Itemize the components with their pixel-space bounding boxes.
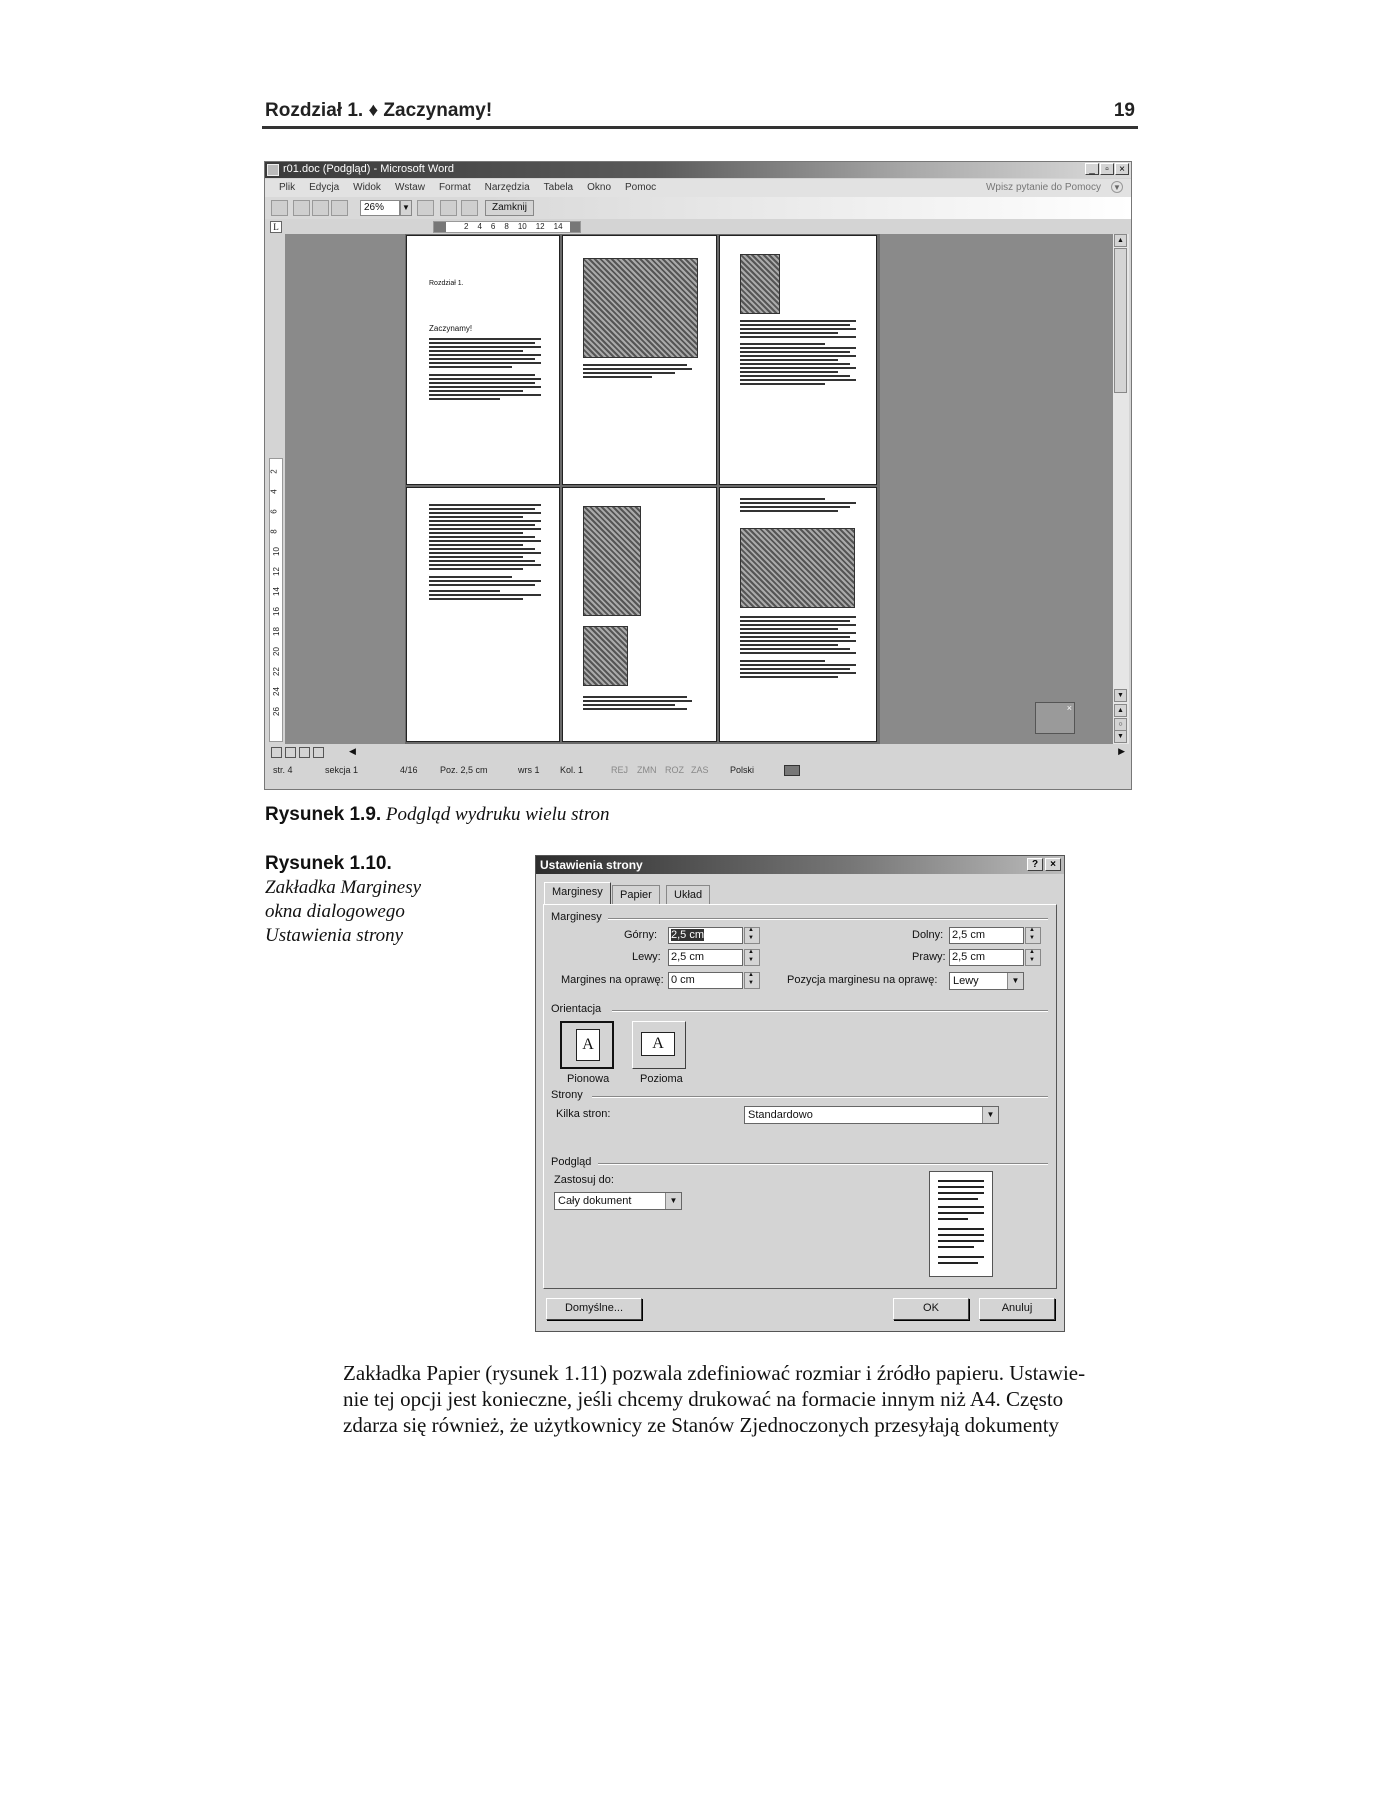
floating-toolbar[interactable] [1035,702,1075,734]
ruler-number: 4 [269,489,279,494]
page-text [583,696,698,712]
top-margin-value: 2,5 cm [671,929,705,941]
group-divider [612,1010,1048,1012]
preview-page-6[interactable] [719,487,877,742]
body-line: Zakładka Papier (rysunek 1.11) pozwala zdefiniować rozmiar i źródło papieru. Ustawie- [343,1361,1086,1385]
group-divider [608,918,1048,920]
print-icon[interactable] [271,200,288,216]
status-zas[interactable]: ZAS [691,765,709,775]
multiple-pages-select[interactable] [744,1106,999,1124]
title-bar [265,162,1131,178]
page-text [429,504,547,602]
scroll-left-icon[interactable]: ◀ [349,746,356,756]
caption-text: Podgląd wydruku wielu stron [385,804,610,825]
ruler-number: 26 [271,707,281,716]
close-preview-button[interactable]: Zamknij [485,200,534,216]
screenshot-thumbnail [583,506,641,616]
preview-page-3[interactable] [719,235,877,485]
preview-page-1[interactable] [406,235,560,485]
chevron-down-icon[interactable]: ▼ [400,200,412,216]
word-app-icon [267,164,279,176]
menu-edycja[interactable]: Edycja [309,182,340,193]
gutter-input[interactable]: 0 cm [668,972,743,989]
close-icon[interactable]: × [1045,858,1061,871]
page-text [740,498,862,514]
chapter-title: Rozdział 1. ♦ Zaczynamy! [265,100,493,121]
preview-page-5[interactable] [562,487,717,742]
bottom-margin-spinner[interactable] [1025,927,1041,944]
full-screen-icon[interactable] [461,200,478,216]
right-margin-spinner[interactable] [1025,949,1041,966]
caption-label: Rysunek 1.10. [265,853,392,874]
right-margin-label: Prawy: [912,951,946,963]
horizontal-ruler-bar [265,220,1131,234]
apply-to-value: Cały dokument [558,1195,632,1207]
apply-to-select[interactable] [554,1192,682,1210]
close-icon[interactable]: × [1115,163,1129,175]
preview-group-label: Podgląd [551,1156,592,1168]
restore-icon[interactable]: ▫ [1100,163,1114,175]
apply-to-label: Zastosuj do: [554,1174,614,1186]
scroll-down-icon[interactable]: ▼ [1114,689,1127,702]
status-page: str. 4 [273,765,293,775]
menu-plik[interactable]: Plik [279,182,296,193]
left-margin-label: Lewy: [632,951,661,963]
ruler-number: 8 [269,529,279,534]
web-layout-icon[interactable] [285,747,296,758]
chevron-down-icon[interactable]: ▼ [1007,973,1023,989]
screenshot-thumbnail [583,626,628,686]
margins-tab-panel [543,904,1057,1289]
body-line: zdarza się również, że użytkownicy ze Stanów Zjednoczonych przesyłają dokumenty [343,1413,1060,1437]
dialog-title-bar [536,856,1064,874]
outline-view-icon[interactable] [313,747,324,758]
gutter-position-select[interactable] [949,972,1024,990]
left-margin-spinner[interactable] [744,949,760,966]
chevron-down-icon[interactable]: ▼ [982,1107,998,1123]
left-margin-input[interactable]: 2,5 cm [668,949,743,966]
horizontal-scrollbar[interactable] [269,745,1129,759]
ruler-number: 2 [464,222,469,231]
normal-view-icon[interactable] [271,747,282,758]
bottom-margin-label: Dolny: [912,929,944,941]
help-search-box[interactable]: Wpisz pytanie do Pomocy [985,182,1101,193]
page-text [740,320,862,387]
caption-line: Zakładka Marginesy [265,877,422,898]
print-layout-icon[interactable] [299,747,310,758]
caption-label: Rysunek 1.9. [265,804,382,825]
screenshot-thumbnail [740,254,780,314]
ruler-number: 10 [271,547,281,556]
tab-stop-icon[interactable]: L [270,221,282,233]
multiple-pages-icon[interactable] [331,200,348,216]
status-line: wrs 1 [518,765,540,775]
menu-format[interactable]: Format [438,182,471,193]
tab-marginesy[interactable]: Marginesy [544,882,611,905]
ruler-number: 4 [477,222,482,231]
browse-object-icon[interactable]: ○ [1114,718,1127,731]
orientation-group-label: Orientacja [551,1003,602,1015]
status-zmn[interactable]: ZMN [637,765,657,775]
horizontal-ruler[interactable] [433,221,581,233]
shrink-to-fit-icon[interactable] [440,200,457,216]
status-bar [265,761,1131,779]
menu-okno[interactable]: Okno [587,182,612,193]
zoom-input[interactable]: 26% [360,200,400,216]
menu-pomoc[interactable]: Pomoc [625,182,657,193]
bottom-margin-input[interactable]: 2,5 cm [949,927,1024,944]
menu-narzedzia[interactable]: Narzędzia [484,182,530,193]
ruler-number: 24 [271,687,281,696]
caption-line: Ustawienia strony [265,925,404,946]
running-header [265,100,1135,126]
gutter-position-label: Pozycja marginesu na oprawę: [787,974,938,986]
ruler-number: 18 [271,627,281,636]
portrait-icon: A [576,1029,600,1061]
ruler-number: 6 [490,222,496,231]
ok-button[interactable]: OK [893,1298,969,1320]
help-icon[interactable]: ? [1027,858,1043,871]
next-page-icon[interactable]: ▼ [1114,730,1127,743]
pages-grid [405,234,880,744]
page-text [429,338,547,402]
landscape-label: Pozioma [640,1073,683,1085]
status-pages: 4/16 [400,765,418,775]
portrait-label: Pionowa [567,1073,610,1085]
one-page-icon[interactable] [312,200,329,216]
preview-page-2[interactable] [562,235,717,485]
dialog-title: Ustawienia strony [540,858,643,872]
status-roz[interactable]: ROZ [665,765,684,775]
ruler-number: 10 [517,222,527,231]
top-margin-spinner[interactable] [744,927,760,944]
ruler-number: 6 [269,509,279,514]
caption-line: okna dialogowego [265,901,405,922]
page-number: 19 [1113,100,1135,121]
close-icon[interactable]: × [1066,703,1072,713]
ruler-number: 8 [504,222,509,231]
status-rej[interactable]: REJ [611,765,629,775]
spelling-icon[interactable] [784,765,800,776]
screenshot-thumbnail [740,528,855,608]
ruler-number: 14 [271,587,281,596]
scroll-right-icon[interactable]: ▶ [1118,746,1125,756]
view-ruler-icon[interactable] [417,200,434,216]
preview-toolbar [265,197,1131,219]
menu-wstaw[interactable]: Wstaw [394,182,425,193]
status-position: Poz. 2,5 cm [440,765,488,775]
word-print-preview-window [264,161,1132,790]
body-line: nie tej opcji jest konieczne, jeśli chcemy drukować na formacie innym niż A4. Często [343,1387,1064,1411]
ruler-number: 2 [269,469,279,474]
ruler-number: 14 [553,222,563,231]
body-paragraph [343,1360,1133,1438]
pages-group-label: Strony [551,1089,583,1101]
group-divider [598,1163,1048,1165]
ruler-number: 16 [271,607,281,616]
tab-uklad[interactable]: Układ [666,885,710,905]
default-button[interactable]: Domyślne... [546,1298,642,1320]
multiple-pages-value: Standardowo [748,1109,813,1121]
chevron-down-icon[interactable]: ▼ [1111,181,1123,193]
menu-bar [265,179,1131,197]
scroll-up-icon[interactable]: ▲ [1114,234,1127,247]
gutter-spinner[interactable] [744,972,760,989]
status-language: Polski [730,765,755,775]
preview-page-4[interactable] [406,487,560,742]
status-column: Kol. 1 [560,765,584,775]
screenshot-thumbnail [583,258,698,358]
ruler-number: 22 [271,667,281,676]
page-text [583,364,698,380]
landscape-icon: A [641,1032,675,1056]
figure-1-10-caption [265,852,421,948]
ruler-number: 20 [271,647,281,656]
top-margin-label: Górny: [624,929,658,941]
ruler-number: 12 [535,222,545,231]
status-section: sekcja 1 [325,765,359,775]
landscape-button[interactable] [632,1021,686,1069]
top-margin-input[interactable] [668,927,743,944]
ruler-number: 12 [271,567,281,576]
previous-page-icon[interactable]: ▲ [1114,704,1127,717]
figure-1-9-caption [265,804,610,826]
gutter-label: Margines na oprawę: [561,974,664,986]
page-heading: Rozdział 1. [429,280,464,287]
tab-papier[interactable]: Papier [612,885,660,905]
vertical-scrollbar[interactable] [1113,234,1129,744]
vertical-ruler[interactable] [269,236,283,742]
minimize-icon[interactable]: _ [1085,163,1099,175]
page-text [740,616,862,680]
page-preview [929,1171,993,1277]
scroll-thumb[interactable] [1114,248,1127,393]
magnifier-icon[interactable] [293,200,310,216]
gutter-position-value: Lewy [953,975,979,987]
cancel-button[interactable]: Anuluj [979,1298,1055,1320]
margins-group-label: Marginesy [551,911,602,923]
window-title: r01.doc (Podgląd) - Microsoft Word [283,163,454,175]
multiple-pages-label: Kilka stron: [556,1108,611,1120]
right-margin-input[interactable]: 2,5 cm [949,949,1024,966]
menu-widok[interactable]: Widok [353,182,381,193]
portrait-button[interactable] [560,1021,614,1069]
header-rule [262,126,1138,129]
menu-tabela[interactable]: Tabela [543,182,574,193]
group-divider [592,1096,1048,1098]
chevron-down-icon[interactable]: ▼ [665,1193,681,1209]
page-title: Zaczynamy! [429,324,473,333]
page-setup-dialog [535,855,1065,1332]
